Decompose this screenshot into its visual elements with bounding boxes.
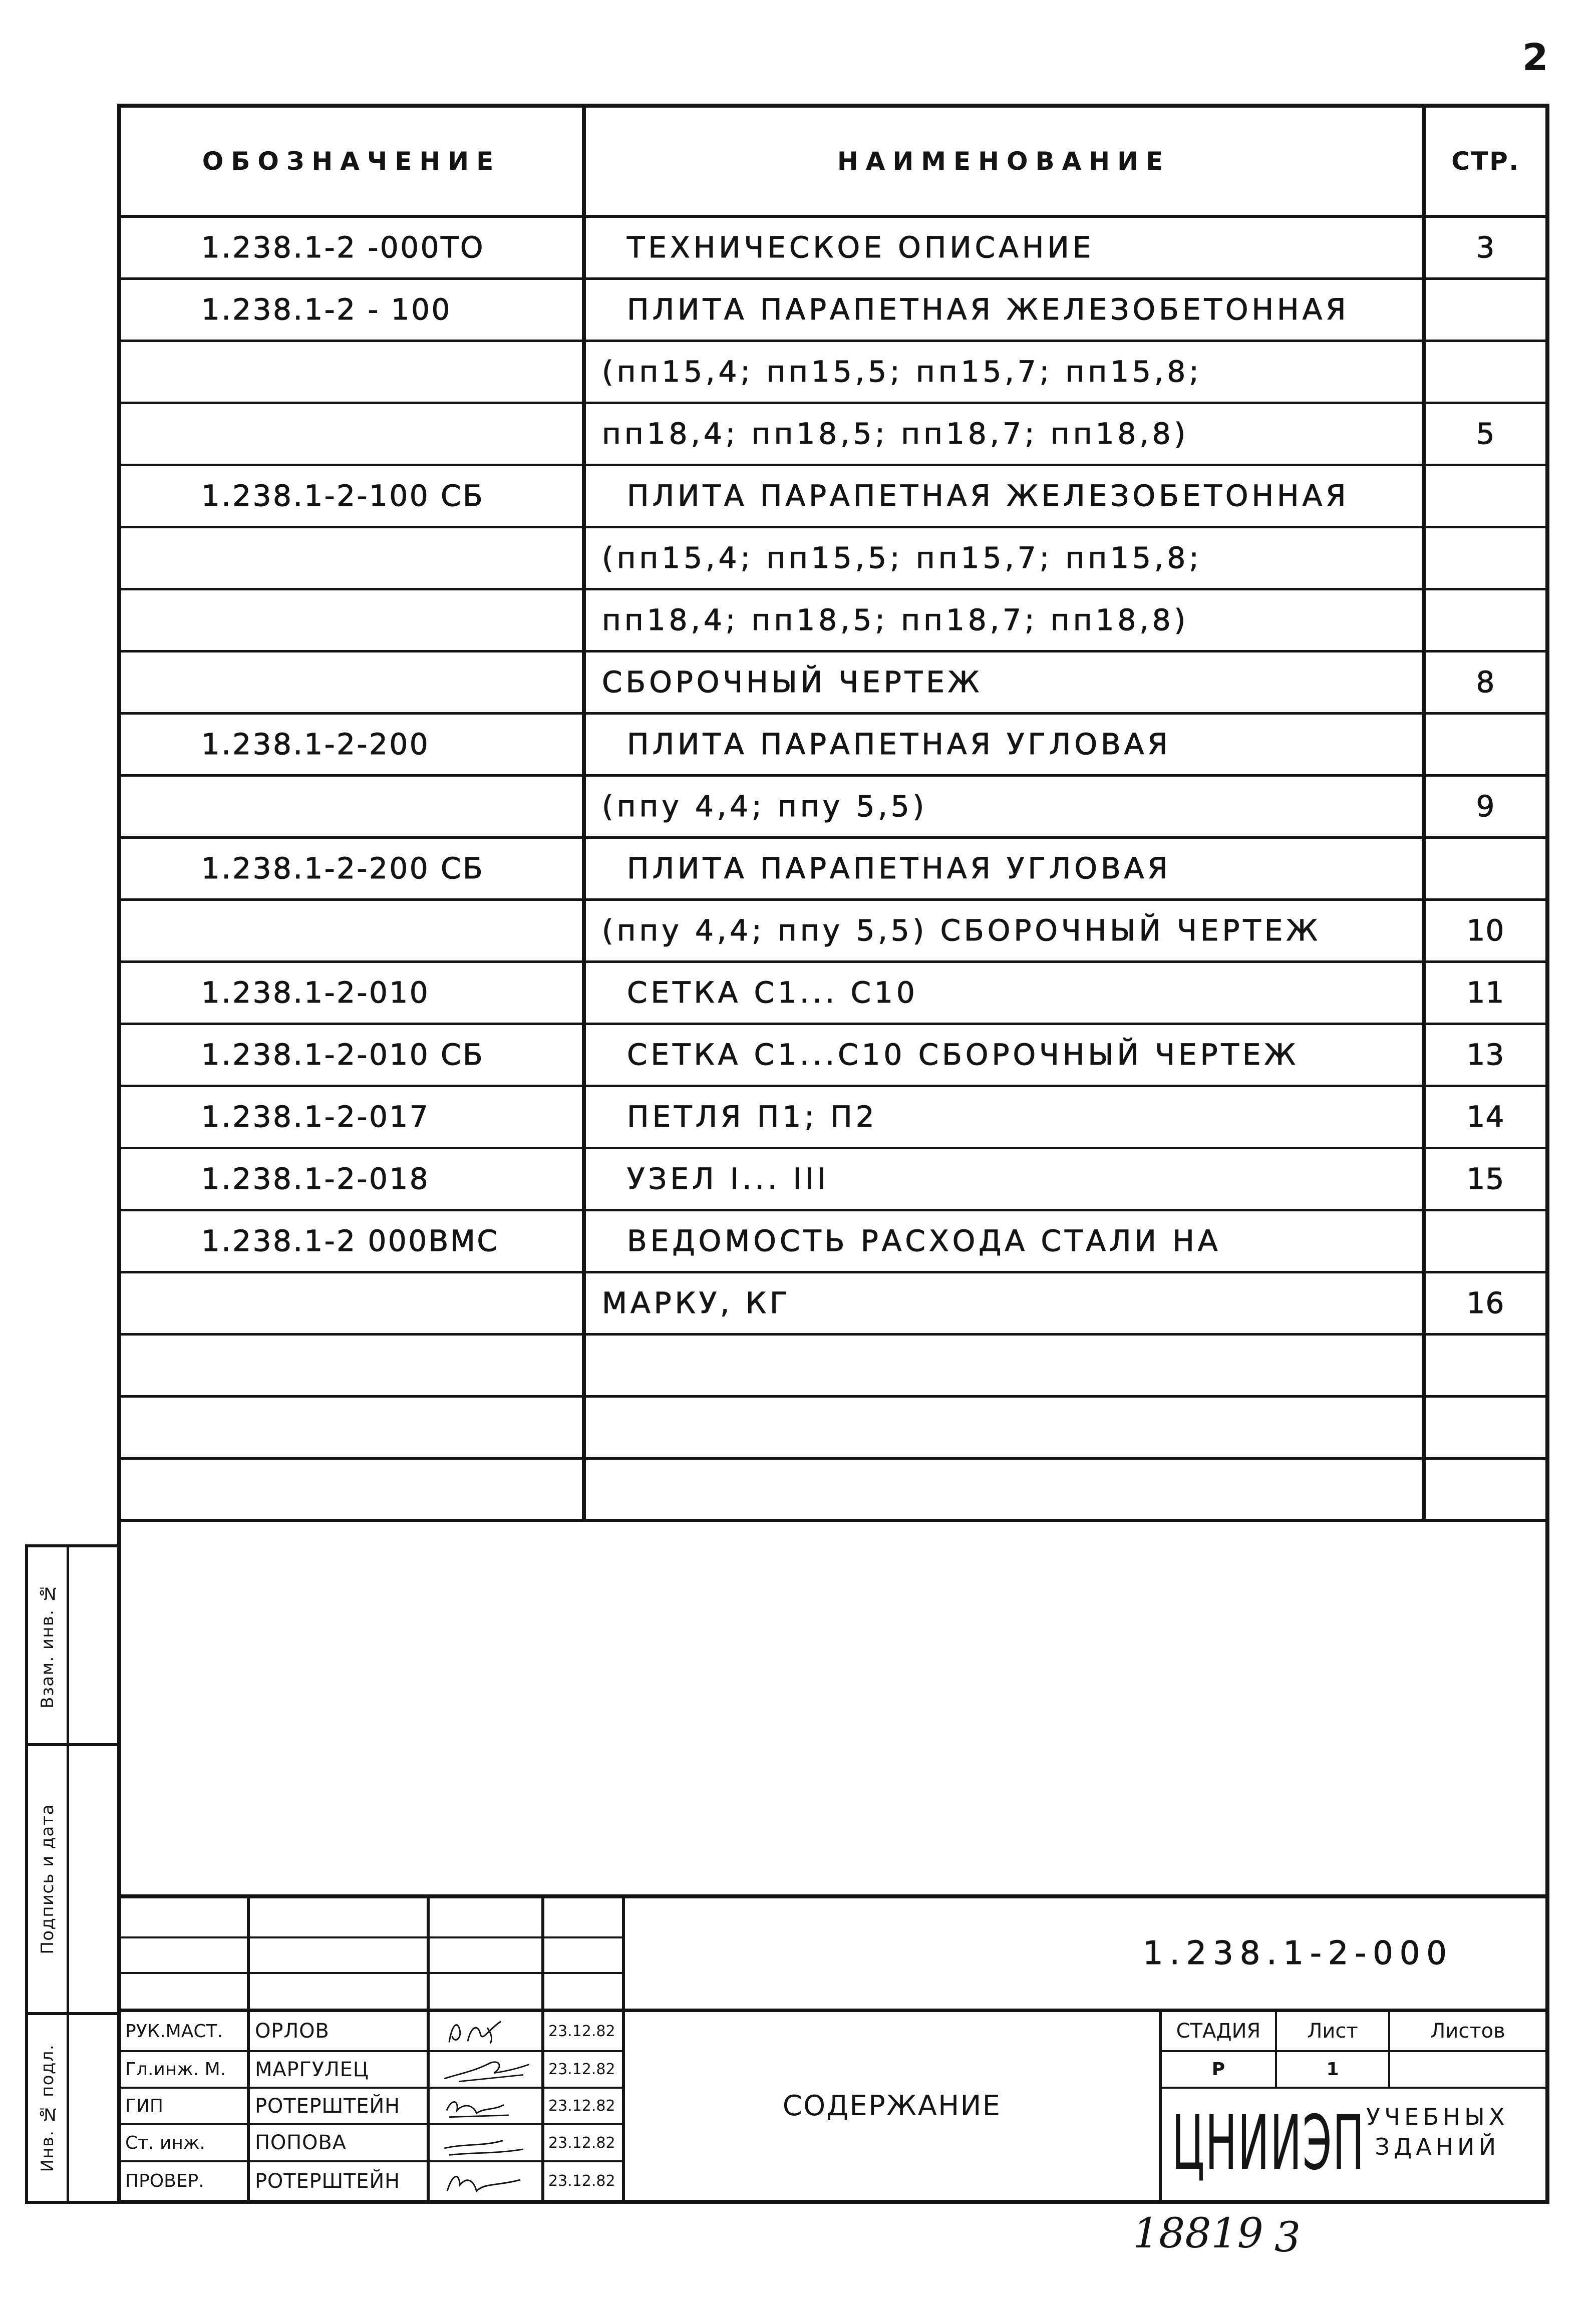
approval-date: 23.12.82 bbox=[544, 2089, 625, 2125]
table-row bbox=[121, 651, 1545, 713]
stamp-label: Подпись и дата bbox=[37, 1804, 58, 1954]
sheets-value bbox=[1390, 2052, 1545, 2089]
stamp-original-inv bbox=[28, 2015, 117, 2201]
stamp-field bbox=[69, 1547, 117, 1743]
designation-cell bbox=[121, 1272, 584, 1334]
sheet-value: 1 bbox=[1277, 2052, 1390, 2089]
designation-cell: 1.238.1-2 000ВМС bbox=[121, 1210, 584, 1272]
page-number: 2 bbox=[1522, 36, 1548, 79]
designation-cell: 1.238.1-2-200 bbox=[121, 713, 584, 775]
page-header: СТР. bbox=[1424, 108, 1545, 216]
designation-cell bbox=[121, 1396, 584, 1458]
approval-name: МАРГУЛЕЦ bbox=[250, 2052, 430, 2089]
contents-table bbox=[121, 108, 1545, 1522]
designation-cell: 1.238.1-2-200 СБ bbox=[121, 837, 584, 899]
revision-cell bbox=[250, 1938, 430, 1974]
document-code: 1.238.1-2-000 bbox=[625, 1898, 1545, 2012]
name-cell: СЕТКА С1... С10 bbox=[584, 961, 1424, 1024]
table-row bbox=[121, 1148, 1545, 1210]
stamp-label-box bbox=[28, 1547, 69, 1743]
stamp-label: Взам. инв. № bbox=[37, 1582, 58, 1709]
table-row bbox=[121, 775, 1545, 837]
page-cell bbox=[1424, 278, 1545, 341]
signature-rotershtein-check bbox=[430, 2162, 544, 2200]
designation-cell: 1.238.1-2-017 bbox=[121, 1086, 584, 1148]
table-row bbox=[121, 403, 1545, 465]
approval-name: ОРЛОВ bbox=[250, 2012, 430, 2052]
approval-role: Гл.инж. М. bbox=[121, 2052, 250, 2089]
revision-cell bbox=[544, 1974, 625, 2012]
page-cell: 10 bbox=[1424, 899, 1545, 961]
contents-header-row bbox=[121, 108, 1545, 216]
approval-role: ГИП bbox=[121, 2089, 250, 2125]
name-cell bbox=[584, 1334, 1424, 1396]
organization-logo bbox=[1162, 2089, 1545, 2200]
name-cell bbox=[584, 1458, 1424, 1520]
signature-margulets bbox=[430, 2052, 544, 2089]
table-row bbox=[121, 341, 1545, 403]
designation-cell bbox=[121, 1458, 584, 1520]
approval-date: 23.12.82 bbox=[544, 2052, 625, 2089]
stamp-field bbox=[69, 2015, 117, 2201]
table-row bbox=[121, 899, 1545, 961]
page-cell bbox=[1424, 1210, 1545, 1272]
designation-cell: 1.238.1-2 -000ТО bbox=[201, 230, 485, 265]
name-cell: (пп15,4; пп15,5; пп15,7; пп15,8; bbox=[584, 527, 1424, 589]
page-cell bbox=[1424, 527, 1545, 589]
table-row bbox=[121, 527, 1545, 589]
name-cell: УЗЕЛ I... III bbox=[584, 1148, 1424, 1210]
table-row bbox=[121, 1272, 1545, 1334]
designation-cell bbox=[121, 1334, 584, 1396]
stamp-label: Инв. № подл. bbox=[37, 2044, 58, 2172]
revision-cell bbox=[430, 1938, 544, 1974]
name-cell: ПЛИТА ПАРАПЕТНАЯ УГЛОВАЯ bbox=[584, 713, 1424, 775]
name-cell bbox=[584, 1396, 1424, 1458]
revision-cell bbox=[430, 1898, 544, 1938]
stamp-label-box bbox=[28, 1746, 69, 2012]
margin-stamps bbox=[25, 1544, 117, 2204]
approval-date: 23.12.82 bbox=[544, 2162, 625, 2200]
page-cell: 8 bbox=[1424, 651, 1545, 713]
page-cell bbox=[1424, 713, 1545, 775]
designation-cell bbox=[121, 341, 584, 403]
table-row bbox=[121, 278, 1545, 341]
title-block bbox=[121, 1894, 1545, 2200]
stamp-field bbox=[69, 1746, 117, 2012]
revision-cell bbox=[121, 1898, 250, 1938]
name-cell: ПЛИТА ПАРАПЕТНАЯ ЖЕЛЕЗОБЕТОННАЯ bbox=[584, 465, 1424, 527]
approval-name: РОТЕРШТЕЙН bbox=[250, 2162, 430, 2200]
archive-sheet: 3 bbox=[1274, 2214, 1301, 2261]
drawing-frame bbox=[117, 104, 1549, 2204]
revision-cell bbox=[121, 1974, 250, 2012]
table-row bbox=[121, 465, 1545, 527]
archive-number: 18819 bbox=[1133, 2210, 1263, 2257]
designation-cell: 1.238.1-2-010 bbox=[121, 961, 584, 1024]
approval-role: Ст. инж. bbox=[121, 2125, 250, 2162]
name-cell: (ппу 4,4; ппу 5,5) bbox=[584, 775, 1424, 837]
name-cell: пп18,4; пп18,5; пп18,7; пп18,8) bbox=[584, 589, 1424, 651]
designation-cell bbox=[121, 651, 584, 713]
page-cell: 5 bbox=[1424, 403, 1545, 465]
approval-role: ПРОВЕР. bbox=[121, 2162, 250, 2200]
page-cell bbox=[1424, 1334, 1545, 1396]
page-cell: 16 bbox=[1424, 1272, 1545, 1334]
name-cell: ТЕХНИЧЕСКОЕ ОПИСАНИЕ bbox=[584, 216, 1424, 278]
name-cell: МАРКУ, КГ bbox=[584, 1272, 1424, 1334]
table-row-empty bbox=[121, 1334, 1545, 1396]
approval-date: 23.12.82 bbox=[544, 2125, 625, 2162]
page-cell: 9 bbox=[1424, 775, 1545, 837]
name-cell: ПЕТЛЯ П1; П2 bbox=[584, 1086, 1424, 1148]
designation-cell bbox=[121, 589, 584, 651]
table-row-empty bbox=[121, 1396, 1545, 1458]
table-row bbox=[121, 961, 1545, 1024]
designation-cell bbox=[121, 775, 584, 837]
revision-cell bbox=[250, 1898, 430, 1938]
table-row bbox=[121, 216, 1545, 278]
page-cell: 11 bbox=[1424, 961, 1545, 1024]
designation-cell: 1.238.1-2 - 100 bbox=[121, 278, 584, 341]
name-cell: пп18,4; пп18,5; пп18,7; пп18,8) bbox=[584, 403, 1424, 465]
designation-cell: 1.238.1-2-010 СБ bbox=[121, 1024, 584, 1086]
name-cell: СБОРОЧНЫЙ ЧЕРТЕЖ bbox=[584, 651, 1424, 713]
name-header: НАИМЕНОВАНИЕ bbox=[584, 108, 1424, 216]
name-cell: (ппу 4,4; ппу 5,5) СБОРОЧНЫЙ ЧЕРТЕЖ bbox=[584, 899, 1424, 961]
designation-cell: 1.238.1-2-100 СБ bbox=[121, 465, 584, 527]
approval-date: 23.12.82 bbox=[544, 2012, 625, 2052]
revision-cell bbox=[544, 1938, 625, 1974]
table-row bbox=[121, 713, 1545, 775]
table-row bbox=[121, 1210, 1545, 1272]
page-cell bbox=[1424, 1458, 1545, 1520]
designation-cell bbox=[121, 403, 584, 465]
organization-name: ЦНИИЭП bbox=[1172, 2100, 1365, 2187]
approval-name: ПОПОВА bbox=[250, 2125, 430, 2162]
approval-role: РУК.МАСТ. bbox=[121, 2012, 250, 2052]
revision-cell bbox=[121, 1938, 250, 1974]
stamp-label-box bbox=[28, 2015, 69, 2201]
designation-header: ОБОЗНАЧЕНИЕ bbox=[121, 108, 584, 216]
page-cell bbox=[1424, 341, 1545, 403]
signature-rotershtein bbox=[430, 2089, 544, 2125]
sheet-label: Лист bbox=[1277, 2012, 1390, 2052]
name-cell: ВЕДОМОСТЬ РАСХОДА СТАЛИ НА bbox=[584, 1210, 1424, 1272]
designation-cell bbox=[121, 899, 584, 961]
stage-value: Р bbox=[1162, 2052, 1277, 2089]
revision-cell bbox=[544, 1898, 625, 1938]
designation-cell bbox=[121, 527, 584, 589]
revision-cell bbox=[430, 1974, 544, 2012]
page-cell bbox=[1424, 1396, 1545, 1458]
table-row bbox=[121, 1086, 1545, 1148]
page-cell: 15 bbox=[1424, 1148, 1545, 1210]
document-title: СОДЕРЖАНИЕ bbox=[625, 2012, 1162, 2200]
name-cell: ПЛИТА ПАРАПЕТНАЯ ЖЕЛЕЗОБЕТОННАЯ bbox=[584, 278, 1424, 341]
page-cell: 14 bbox=[1424, 1086, 1545, 1148]
name-cell: СЕТКА С1...С10 СБОРОЧНЫЙ ЧЕРТЕЖ bbox=[584, 1024, 1424, 1086]
name-cell: (пп15,4; пп15,5; пп15,7; пп15,8; bbox=[584, 341, 1424, 403]
signature-popova bbox=[430, 2125, 544, 2162]
page-cell bbox=[1424, 465, 1545, 527]
signature-orlov bbox=[430, 2012, 544, 2052]
page-cell: 13 bbox=[1424, 1024, 1545, 1086]
revision-cell bbox=[250, 1974, 430, 2012]
designation-cell: 1.238.1-2-018 bbox=[121, 1148, 584, 1210]
stamp-replacement-inv bbox=[28, 1547, 117, 1746]
stage-label: СТАДИЯ bbox=[1162, 2012, 1277, 2052]
page-cell: 3 bbox=[1424, 216, 1545, 278]
table-row bbox=[121, 1024, 1545, 1086]
table-row-empty bbox=[121, 1458, 1545, 1520]
organization-subtitle-line2: ЗДАНИЙ bbox=[1375, 2133, 1500, 2160]
page-cell bbox=[1424, 589, 1545, 651]
table-row bbox=[121, 589, 1545, 651]
organization-subtitle bbox=[1366, 2102, 1509, 2162]
organization-subtitle-line1: УЧЕБНЫХ bbox=[1366, 2103, 1509, 2130]
page-cell bbox=[1424, 837, 1545, 899]
table-row bbox=[121, 837, 1545, 899]
sheets-label: Листов bbox=[1390, 2012, 1545, 2052]
stamp-signature-date bbox=[28, 1746, 117, 2015]
name-cell: ПЛИТА ПАРАПЕТНАЯ УГЛОВАЯ bbox=[584, 837, 1424, 899]
approval-name: РОТЕРШТЕЙН bbox=[250, 2089, 430, 2125]
